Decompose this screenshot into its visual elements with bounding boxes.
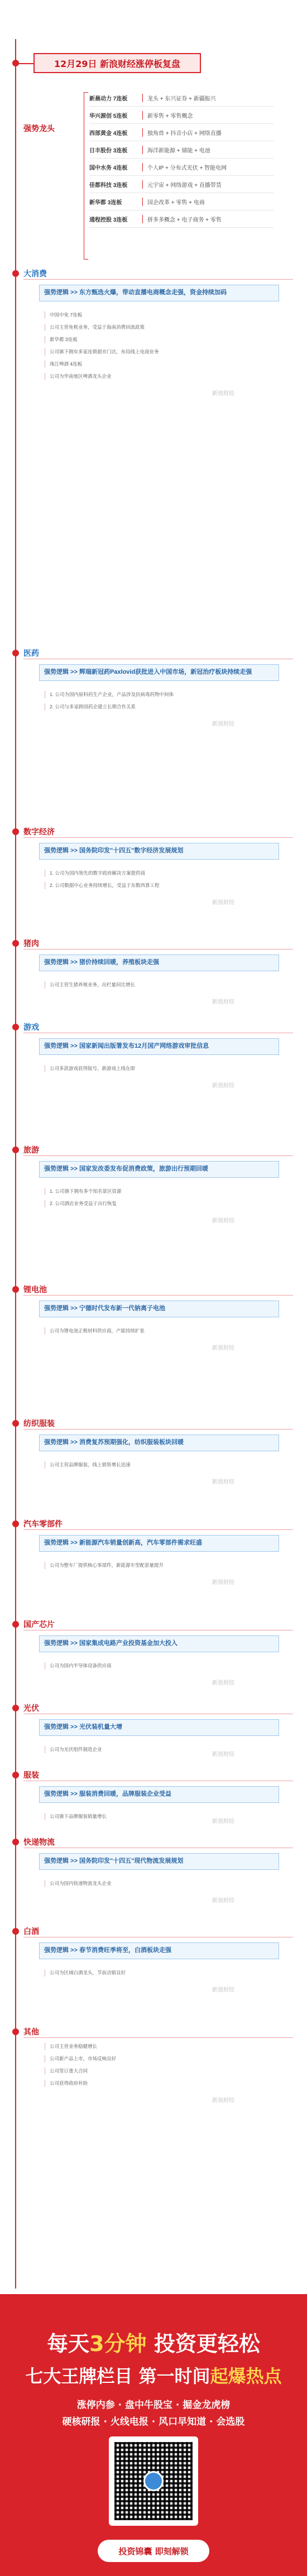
stock-note: 公司为国内半导体设备供应商 bbox=[45, 1662, 274, 1670]
section-label: 数字经济 bbox=[23, 828, 55, 837]
section-pv bbox=[0, 1702, 307, 1758]
stock-note: 公司主营生猪养殖业务，出栏量同比增长 bbox=[45, 981, 274, 989]
section-node bbox=[12, 1621, 19, 1628]
leader-name: 新华都 3连板 bbox=[89, 199, 122, 206]
stock-note: 新华都 3连板 bbox=[45, 336, 274, 343]
unlock-button[interactable]: 投资锦囊 即刻解锁 bbox=[98, 2540, 209, 2562]
qr-pattern bbox=[114, 2442, 193, 2520]
section-divider bbox=[23, 279, 293, 280]
leader-row bbox=[89, 141, 274, 159]
strong-logic-box: 强势逻辑 >> 国家新闻出版署发布12月国产网络游戏审批信息 bbox=[39, 1038, 279, 1055]
section-label: 服装 bbox=[23, 1771, 39, 1780]
section-chips bbox=[0, 1619, 307, 1691]
stock-note: 公司旗下品牌服装销量增长 bbox=[45, 1813, 274, 1820]
qr-code[interactable] bbox=[109, 2436, 198, 2526]
section-travel bbox=[0, 1144, 307, 1273]
stock-note: 公司新产品上市，市场反响良好 bbox=[45, 2055, 274, 2062]
section-node bbox=[12, 1839, 19, 1845]
watermark: 新浪财经 bbox=[212, 2098, 234, 2104]
section-node bbox=[12, 1147, 19, 1153]
leader-name: 日丰股份 3连板 bbox=[89, 147, 128, 154]
section-node bbox=[12, 1520, 19, 1527]
watermark: 新浪财经 bbox=[212, 1580, 234, 1586]
strong-logic-box: 强势逻辑 >> 春节消费旺季将至，白酒板块走强 bbox=[39, 1942, 279, 1959]
stock-note: 公司旗下拥有多家连锁超市门店，布局线上电商业务 bbox=[45, 348, 274, 356]
stock-note: 珠江啤酒 4连板 bbox=[45, 361, 274, 368]
strong-logic-box: 强势逻辑 >> 新能源汽车销量创新高，汽车零部件需求旺盛 bbox=[39, 1535, 279, 1552]
section-node bbox=[12, 1286, 19, 1293]
stock-note: 公司签订重大合同 bbox=[45, 2067, 274, 2075]
section-label: 汽车零部件 bbox=[23, 1520, 63, 1529]
section-label: 快递物流 bbox=[23, 1838, 55, 1847]
leader-boards: 独角兽 + 抖音小店 + 网络直播 bbox=[142, 128, 274, 137]
section-node bbox=[12, 1928, 19, 1935]
section-label: 白酒 bbox=[23, 1927, 39, 1936]
strong-logic-box: 强势逻辑 >> 消费复苏预期强化，纺织服装板块回暖 bbox=[39, 1435, 279, 1451]
strong-logic-box: 强势逻辑 >> 国务院印发"十四五"数字经济发展规划 bbox=[39, 843, 279, 860]
stock-note: 2. 公司酒店业务受益于出行恢复 bbox=[45, 1200, 274, 1207]
leader-name: 华兴源创 5连板 bbox=[89, 113, 128, 119]
stock-note: 1. 公司为国内领先的数字政府解决方案提供商 bbox=[45, 870, 274, 877]
strong-logic-box: 强势逻辑 >> 宁德时代发布新一代钠离子电池 bbox=[39, 1301, 279, 1317]
strong-logic-box: 强势逻辑 >> 服装消费回暖，品牌服装企业受益 bbox=[39, 1786, 279, 1803]
leader-boards: 龙头 + 东兴证券 + 新疆振兴 bbox=[142, 94, 274, 102]
stock-note: 2. 公司与多家跨国药企建立长期合作关系 bbox=[45, 703, 274, 711]
stock-note: 公司主营业务稳健增长 bbox=[45, 2043, 274, 2050]
stock-note: 1. 公司为国内原料药生产企业，产品涉及抗病毒药物中间体 bbox=[45, 691, 274, 698]
section-label: 大消费 bbox=[23, 270, 47, 279]
leader-boards: 元宇宙 + 网络游戏 + 直播带货 bbox=[142, 180, 274, 189]
section-label: 猪肉 bbox=[23, 939, 39, 948]
section-node bbox=[12, 1024, 19, 1030]
strong-logic-box: 强势逻辑 >> 国务院印发"十四五"现代物流发展规划 bbox=[39, 1853, 279, 1870]
section-divider bbox=[23, 1155, 293, 1156]
stock-note: 2. 公司数据中心业务持续增长，受益于东数西算工程 bbox=[45, 882, 274, 889]
leader-name: 佳都科技 3连板 bbox=[89, 182, 128, 189]
section-label: 纺织服装 bbox=[23, 1419, 55, 1428]
stock-note: 公司为锂电池正极材料供应商，产能持续扩张 bbox=[45, 1327, 274, 1335]
leader-row bbox=[89, 124, 274, 141]
section-label: 国产芯片 bbox=[23, 1620, 55, 1629]
strong-logic-box: 强势逻辑 >> 猪价持续回暖，养殖板块走强 bbox=[39, 954, 279, 971]
watermark: 新浪财经 bbox=[212, 1819, 234, 1825]
stock-note: 中国中免 7连板 bbox=[45, 311, 274, 319]
leader-boards: 国企改革 + 零售 + 电商 bbox=[142, 198, 274, 206]
banner-line-4: 硬核研报 · 火线电报 · 风口早知道 · 会选股 bbox=[62, 2416, 245, 2428]
watermark: 新浪财经 bbox=[212, 1752, 234, 1758]
section-node bbox=[12, 2028, 19, 2035]
leader-boards: 海洋新能源 + 储能 + 电池 bbox=[142, 146, 274, 154]
strong-logic-box: 强势逻辑 >> 国家集成电路产业投资基金加大投入 bbox=[39, 1635, 279, 1652]
section-node bbox=[12, 270, 19, 277]
section-textile bbox=[0, 1418, 307, 1507]
stock-note: 公司为国内快递物流龙头企业 bbox=[45, 1880, 274, 1887]
banner-line-3: 涨停内参 · 盘中牛股宝 · 掘金龙虎榜 bbox=[76, 2400, 231, 2411]
stock-note: 公司主营品牌服装，线上销售增长迅速 bbox=[45, 1461, 274, 1469]
section-label: 其他 bbox=[23, 2028, 39, 2037]
section-node bbox=[12, 828, 19, 835]
leaders-label: 强势龙头 bbox=[23, 124, 55, 133]
watermark: 新浪财经 bbox=[212, 1987, 234, 1993]
leaders-table bbox=[89, 89, 274, 228]
leader-row bbox=[89, 107, 274, 124]
section-node bbox=[12, 1420, 19, 1427]
section-divider bbox=[23, 1529, 293, 1530]
leader-name: 西部黄金 4连板 bbox=[89, 130, 128, 137]
stock-note: 公司为华南地区啤酒龙头企业 bbox=[45, 373, 274, 380]
section-energy bbox=[0, 268, 307, 636]
section-label: 游戏 bbox=[23, 1023, 39, 1032]
title-connector bbox=[16, 63, 33, 64]
section-liquor bbox=[0, 1926, 307, 2015]
section-medicine bbox=[0, 647, 307, 815]
section-digital bbox=[0, 826, 307, 927]
section-express bbox=[0, 1836, 307, 1915]
section-divider bbox=[23, 837, 293, 838]
stock-note: 公司主营免税业务，受益于海南消费回流政策 bbox=[45, 324, 274, 331]
leader-row bbox=[89, 176, 274, 193]
strong-logic-box: 强势逻辑 >> 东方甄选火爆，带动直播电商概念走强，资金持续加码 bbox=[39, 285, 279, 301]
leader-row bbox=[89, 89, 274, 107]
stock-note: 1. 公司旗下拥有多个知名景区资源 bbox=[45, 1188, 274, 1195]
banner-line-2: 七大王牌栏目 第一时间起爆热点 bbox=[25, 2366, 282, 2387]
leader-name: 通程控股 3连板 bbox=[89, 217, 128, 223]
leader-row bbox=[89, 159, 274, 176]
page-title bbox=[33, 53, 201, 73]
leader-name: 国中水务 4连板 bbox=[89, 165, 128, 171]
stock-note: 公司为光伏组件制造企业 bbox=[45, 1746, 274, 1753]
section-node bbox=[12, 1772, 19, 1778]
watermark: 新浪财经 bbox=[212, 900, 234, 906]
leader-row bbox=[89, 193, 274, 210]
section-auto bbox=[0, 1518, 307, 1608]
watermark: 新浪财经 bbox=[212, 1680, 234, 1686]
leader-boards: 新零售 + 零售概念 bbox=[142, 111, 274, 119]
watermark: 新浪财经 bbox=[212, 1479, 234, 1485]
watermark: 新浪财经 bbox=[212, 999, 234, 1005]
watermark: 新浪财经 bbox=[212, 721, 234, 727]
app-logo-icon bbox=[143, 2471, 164, 2491]
section-divider bbox=[23, 1295, 293, 1296]
section-label: 旅游 bbox=[23, 1146, 39, 1155]
watermark: 新浪财经 bbox=[212, 1345, 234, 1351]
strong-logic-box: 强势逻辑 >> 国家发改委发布促消费政策，旅游出行预期回暖 bbox=[39, 1161, 279, 1178]
leader-name: 新晨动力 7连板 bbox=[89, 95, 128, 102]
section-game bbox=[0, 1021, 307, 1133]
section-label: 医药 bbox=[23, 649, 39, 658]
section-label: 光伏 bbox=[23, 1704, 39, 1713]
section-pork bbox=[0, 938, 307, 1010]
page-title-text: 12月29日 新浪财经涨停板复盘 bbox=[54, 58, 181, 69]
leaders-bracket bbox=[84, 92, 88, 260]
promo-banner bbox=[0, 2294, 307, 2576]
section-node bbox=[12, 650, 19, 656]
leader-row bbox=[89, 210, 274, 228]
section-node bbox=[12, 1705, 19, 1711]
leader-boards: 拼多多概念 + 电子商务 + 零售 bbox=[142, 215, 274, 223]
section-other bbox=[0, 2026, 307, 2272]
watermark: 新浪财经 bbox=[212, 1218, 234, 1224]
section-node bbox=[12, 940, 19, 947]
section-clothes bbox=[0, 1769, 307, 1825]
stock-note: 公司为区域白酒龙头，节前动销良好 bbox=[45, 1969, 274, 1977]
watermark: 新浪财经 bbox=[212, 1083, 234, 1089]
stock-note: 公司为整车厂提供核心零部件，新能源车型配套量提升 bbox=[45, 1562, 274, 1569]
leader-boards: 个人IP + 分布式光伏 + 智能电网 bbox=[142, 163, 274, 171]
section-label: 锂电池 bbox=[23, 1285, 47, 1294]
watermark: 新浪财经 bbox=[212, 391, 234, 397]
strong-logic-box: 强势逻辑 >> 辉瑞新冠药Paxlovid获批进入中国市场，新冠治疗板块持续走强 bbox=[39, 664, 279, 681]
watermark: 新浪财经 bbox=[212, 1898, 234, 1904]
banner-line-1: 每天3分钟 投资更轻松 bbox=[47, 2332, 260, 2356]
section-battery bbox=[0, 1284, 307, 1407]
section-divider bbox=[23, 2037, 293, 2038]
stock-note: 公司获得政府补助 bbox=[45, 2080, 274, 2087]
strong-logic-box: 强势逻辑 >> 光伏装机量大增 bbox=[39, 1719, 279, 1736]
stock-note: 公司多款游戏获得版号，新游戏上线在即 bbox=[45, 1065, 274, 1072]
